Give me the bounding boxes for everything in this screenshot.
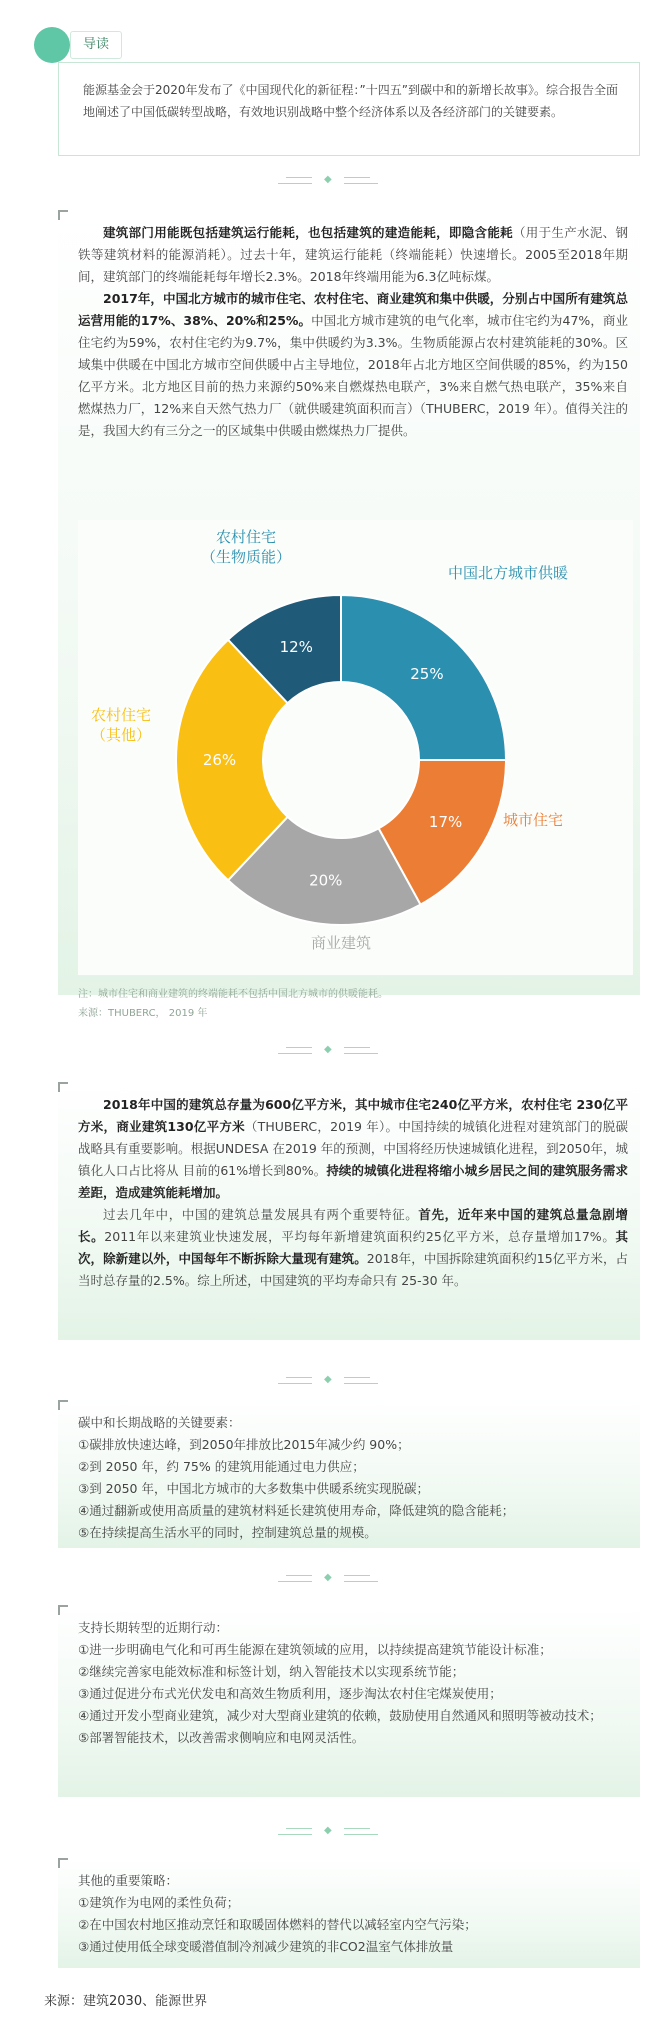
list-item: ④通过翻新或使用高质量的建筑材料延长建筑使用寿命，降低建筑的隐含能耗； <box>78 1503 515 1518</box>
list-item: ③通过使用低全球变暖潜值制冷剂减少建筑的非CO2温室气体排放量 <box>78 1939 454 1954</box>
slice-category-label: 中国北方城市供暖 <box>447 564 569 582</box>
slice-value-label: 25% <box>410 665 444 684</box>
paragraph-bold: 持续的城镇化进程将缩小城乡居民之间的建筑服务需求差距，造成建筑能耗增加。 <box>78 1163 628 1200</box>
paragraph-text: 2011年以来建筑业快速发展，平均每年新增建筑面积约25亿平方米，总存量增加17%。 <box>104 1229 616 1244</box>
donut-chart <box>78 520 633 975</box>
list-item: ②继续完善家电能效标准和标签计划，纳入智能技术以实现系统节能； <box>78 1664 465 1679</box>
list-item: ①进一步明确电气化和可再生能源在建筑领域的应用，以持续提高建筑节能设计标准； <box>78 1642 552 1657</box>
list-item: ④通过开发小型商业建筑，减少对大型商业建筑的依赖，鼓励使用自然通风和照明等被动技术； <box>78 1708 602 1723</box>
chart-note: 注：城市住宅和商业建筑的终端能耗不包括中国北方城市的供暖能耗。 <box>78 989 388 1000</box>
paragraph-text: 2018年，中国拆除建筑面积约15亿平方米，占当时总存量的2.5%。综上所述，中国建筑的平均寿命只有 25-30 年。 <box>78 1251 628 1288</box>
paragraph-bold: 首先，近年来中国的建筑总量急剧增长。 <box>78 1207 628 1244</box>
section-divider: ◆ <box>276 1570 380 1588</box>
slice-category-label: 农村住宅（生物质能） <box>200 528 292 566</box>
list-item: ①碳排放快速达峰，到2050年排放比2015年减少约 90%； <box>78 1437 410 1452</box>
intro-tab: 导读 <box>70 31 122 59</box>
paragraph-energy-use <box>78 222 628 288</box>
slice-category-label: 城市住宅 <box>502 811 564 829</box>
paragraph-bold: 2017年，中国北方城市的城市住宅、农村住宅、商业建筑和集中供暖，分别占中国所有建筑总运营用能的17%、38%、20%和25%。 <box>78 291 628 328</box>
section-building-stock <box>58 1082 640 1340</box>
corner-mark <box>58 1605 68 1615</box>
paragraph-text: （THUBERC，2019 年）。中国持续的城镇化进程对建筑部门的脱碳战略具有重要影响。根据UNDESA 在2019 年的预测，中国将经历快速城镇化进程，到2050年，城镇化人口占比将从 目前的61%增长到80%。 <box>78 1119 629 1178</box>
list-item: ①建筑作为电网的柔性负荷； <box>78 1895 240 1910</box>
list-item: ⑤部署智能技术，以改善需求侧响应和电网灵活性。 <box>78 1730 365 1745</box>
list-item: ③到 2050 年，中国北方城市的大多数集中供暖系统实现脱碳； <box>78 1481 429 1496</box>
corner-mark <box>58 1858 68 1868</box>
corner-mark <box>58 1400 68 1410</box>
corner-mark <box>58 1082 68 1092</box>
slice-category-label: 商业建筑 <box>310 934 372 952</box>
chart-source: 来源：THUBERC， 2019 年 <box>78 1008 208 1019</box>
paragraph-bold: 其次，除新建以外，中国每年不断拆除大量现有建筑。 <box>78 1229 628 1266</box>
slice-value-label: 26% <box>202 751 237 769</box>
list-item: ⑤在持续提高生活水平的同时，控制建筑总量的规模。 <box>78 1525 377 1540</box>
slice-value-label: 17% <box>428 812 463 831</box>
list-item: ②在中国农村地区推动烹饪和取暖固体燃料的替代以减轻室内空气污染； <box>78 1917 477 1932</box>
section-near-term-actions <box>58 1605 640 1797</box>
section-divider: ◆ <box>276 1823 380 1841</box>
list-title: 碳中和长期战略的关键要素： <box>78 1415 241 1430</box>
slice-category-label: 农村住宅（其他） <box>90 706 152 744</box>
paragraph-features <box>78 1204 628 1292</box>
section-key-elements <box>58 1400 640 1548</box>
paragraph-bold: 建筑部门用能既包括建筑运行能耗，也包括建筑的建造能耗，即隐含能耗 <box>103 225 513 240</box>
corner-mark <box>58 210 68 220</box>
section-other-strategies <box>58 1858 640 1968</box>
intro-circle-icon <box>34 27 70 63</box>
donut-chart-svg <box>78 520 633 975</box>
list-item: ②到 2050 年，约 75% 的建筑用能通过电力供应； <box>78 1459 365 1474</box>
paragraph-text: 过去几年中，中国的建筑总量发展具有两个重要特征。 <box>103 1207 419 1222</box>
paragraph-bold: 2018年中国的建筑总存量为600亿平方米，其中城市住宅240亿平方米，农村住宅 230亿平方米，商业建筑130亿平方米 <box>78 1097 628 1134</box>
paragraph-2017-share <box>78 288 628 442</box>
slice-value-label: 20% <box>309 871 343 890</box>
footer-source: 来源：建筑2030、能源世界 <box>44 1994 208 2009</box>
paragraph-text: （用于生产水泥、钢铁等建筑材料的能源消耗）。过去十年，建筑运行能耗（终端能耗）快速增长。2005至2018年期间，建筑部门的终端能耗每年增长2.3%。2018年终端用能为6.3亿吨标煤。 <box>78 225 628 284</box>
intro-box <box>58 62 640 156</box>
intro-text: 能源基金会于2020年发布了《中国现代化的新征程：”十四五”到碳中和的新增长故事》。综合报告全面地阐述了中国低碳转型战略，有效地识别战略中整个经济体系以及各经济部门的关键要素。 <box>83 83 618 119</box>
list-title: 其他的重要策略： <box>78 1873 179 1888</box>
section-divider: ◆ <box>276 1372 380 1390</box>
paragraph-text: 中国北方城市建筑的电气化率，城市住宅约为47%，商业住宅约为59%，农村住宅约为9.7%，集中供暖约为3.3%。生物质能源占农村建筑能耗的30%。区域集中供暖在中国北方城市空间供暖中占主导地位，2018年占北方地区空间供暖的85%，约为150亿平方米。北方地区目前的热力来源约50%来自燃煤热电联产，3%来自燃气热电联产，35%来自燃煤热力厂，12%来自天然气热力厂（就供暖建筑面积而言）（THUBERC，2019 年）。值得关注的是，我国大约有三分之一的区域集中供暖由燃煤热力厂提供。 <box>78 313 628 438</box>
section-divider: ◆ <box>276 172 380 190</box>
slice-value-label: 12% <box>279 638 313 657</box>
list-item: ③通过促进分布式光伏发电和高效生物质利用，逐步淘汰农村住宅煤炭使用； <box>78 1686 502 1701</box>
list-title: 支持长期转型的近期行动： <box>78 1620 229 1635</box>
section-divider: ◆ <box>276 1042 380 1060</box>
paragraph-stock <box>78 1094 628 1204</box>
